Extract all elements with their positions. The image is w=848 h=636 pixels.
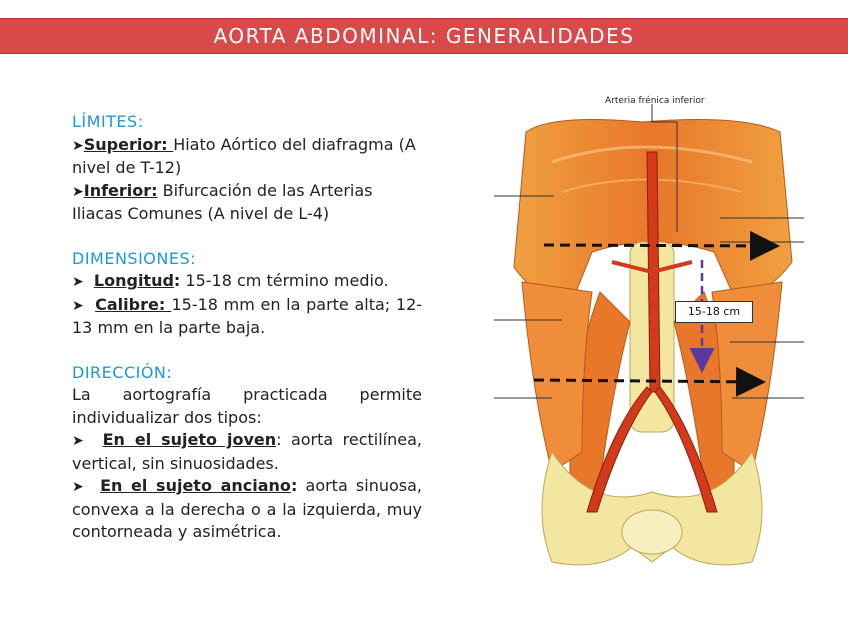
dimension-calibre	[72, 294, 422, 340]
joven-colon: :	[276, 430, 282, 449]
inferior-label: Inferior:	[83, 180, 158, 200]
direccion-intro: La aortografía practicada permite individualizar dos tipos:	[72, 385, 422, 427]
longitud-colon: :	[173, 271, 181, 290]
direccion-heading: DIRECCIÓN:	[72, 362, 173, 382]
joven-label: En el sujeto joven	[102, 430, 277, 449]
arrow-bullet-icon: ➤	[72, 297, 84, 314]
measurement-label: 15-18 cm	[675, 301, 753, 323]
arrow-bullet-icon: ➤	[72, 274, 84, 290]
joven-text: aorta rectilínea, vertical, sin sinuosidades.	[72, 430, 422, 473]
arrow-bullet-icon: ➤	[72, 433, 84, 449]
arrow-bullet-icon: ➤	[72, 183, 84, 200]
lower-dashed-arrow	[534, 380, 760, 382]
limite-superior	[72, 134, 422, 180]
limites-heading: LÍMITES:	[72, 112, 144, 131]
anatomy-figure	[492, 92, 812, 592]
page-title: AORTA ABDOMINAL: GENERALIDADES	[0, 18, 848, 54]
anciano-label: En el sujeto anciano	[100, 476, 291, 495]
longitud-label: Longitud	[93, 271, 174, 290]
longitud-text: 15-18 cm término medio.	[180, 271, 389, 290]
anciano-text: aorta sinuosa, convexa a la derecha o a la izquierda, muy contorneada y asimétrica.	[72, 476, 423, 541]
upper-dashed-arrow	[544, 245, 774, 246]
limite-inferior	[72, 180, 422, 226]
abdominal-aorta-illustration	[492, 92, 812, 592]
inferior-text: Bifurcación de las Arterias Iliacas Comunes (A nivel de L-4)	[72, 180, 373, 223]
superior-label: Superior:	[83, 134, 174, 154]
calibre-text: 15-18 mm en la parte alta; 12-13 mm en la parte baja.	[72, 294, 423, 337]
content-column	[72, 111, 422, 544]
figure-label-frenica: Arteria frénica inferior	[605, 96, 705, 106]
direccion-anciano	[72, 475, 422, 544]
calibre-label: Calibre:	[95, 294, 172, 314]
direccion-joven	[72, 429, 422, 475]
arrow-bullet-icon: ➤	[72, 479, 84, 495]
dimension-longitud	[72, 270, 422, 294]
dimensiones-heading: DIMENSIONES:	[72, 248, 197, 268]
superior-text: Hiato Aórtico del diafragma (A nivel de T-12)	[72, 134, 416, 177]
anciano-colon: :	[290, 476, 298, 495]
arrow-bullet-icon: ➤	[72, 137, 84, 154]
